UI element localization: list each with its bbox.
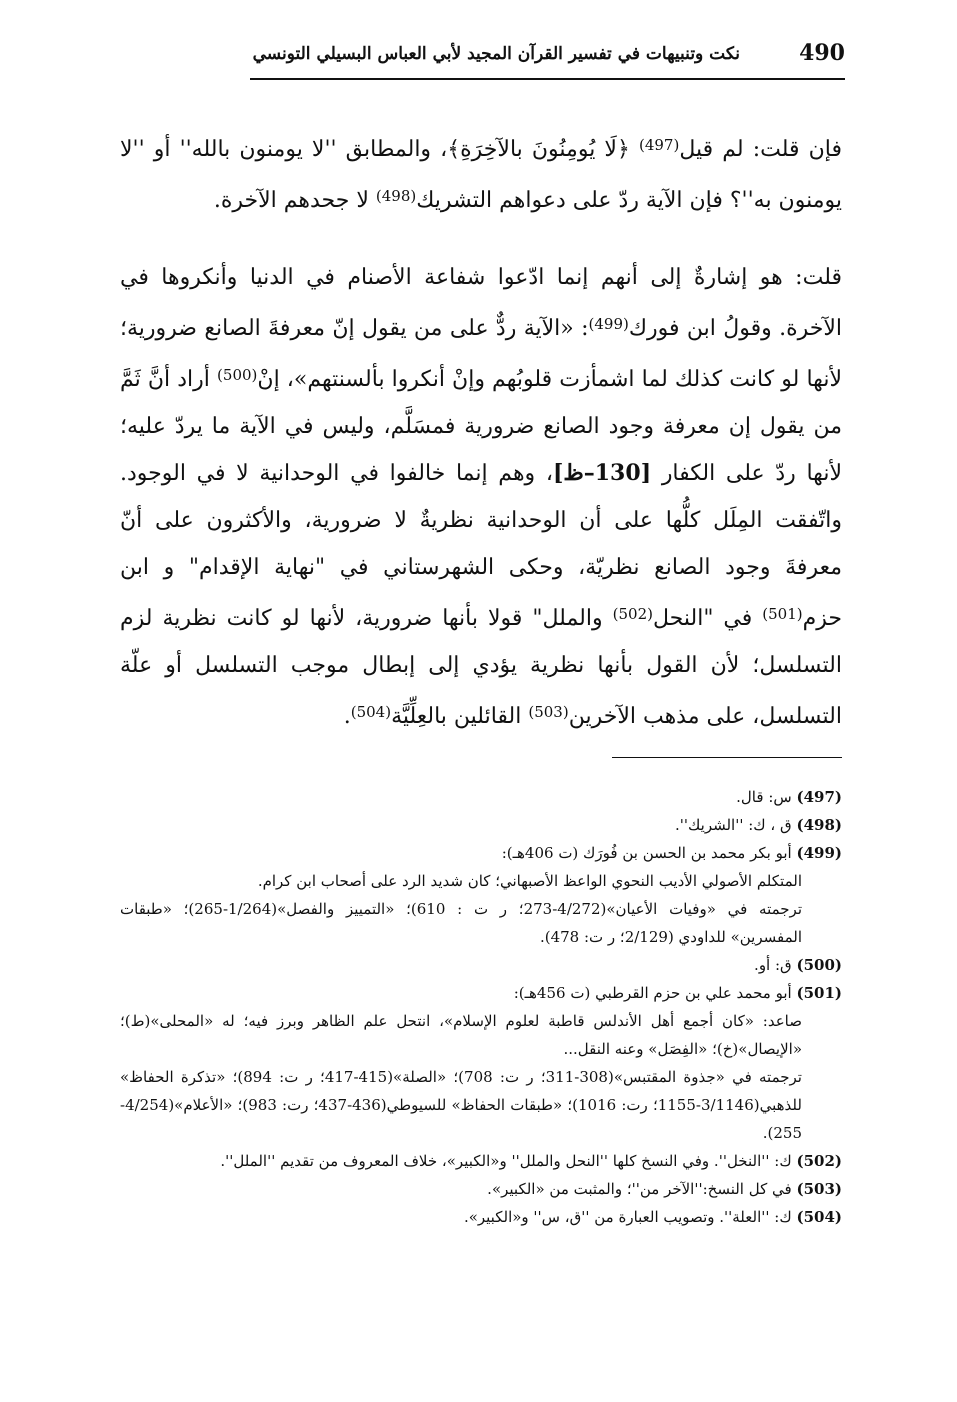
- footnote-504: [120, 1203, 842, 1231]
- footnote-number: (497): [796, 788, 842, 806]
- text-run: ﴿لَا يُومِنُونَ بالآخِرَةِ﴾، والمطابق ''لا يومنون بالله'' أو ''لا يومنون به''؟ فإن الآية ردّ على دعواهم التشريك: [120, 137, 842, 213]
- paragraph-question: [120, 122, 842, 224]
- footnote-503: [120, 1175, 842, 1203]
- footnote-separator: [612, 757, 842, 758]
- footnote-reference: (502): [612, 605, 653, 623]
- footnote-number: (502): [796, 1152, 842, 1170]
- footnote-text: ق: أو.: [754, 956, 792, 974]
- footnote-500: [120, 951, 842, 979]
- footnote-reference: (501): [762, 605, 803, 623]
- footnote-reference: (500): [217, 366, 258, 384]
- footnote-text: أبو محمد علي بن حزم القرطبي (ت 456هـ):: [513, 984, 792, 1002]
- footnote-text: صاعد: «كان أجمع أهل الأندلس قاطبة لعلوم الإسلام»، انتحل علم الظاهر وبرز فيه؛ له «المحلى»(ط)؛ «الإيصال»(خ)؛ «الفِصَل» وعنه النقل...: [120, 1012, 802, 1058]
- footnote-text: ق ، ك: ''الشريك''.: [675, 816, 792, 834]
- text-run: في "النحل: [653, 606, 753, 631]
- footnote-reference: (498): [375, 187, 417, 205]
- text-run: لا جحدهم الآخرة.: [213, 188, 369, 213]
- footnote-number: (504): [796, 1208, 842, 1226]
- footnote-502: [120, 1147, 842, 1175]
- footnote-498: [120, 811, 842, 839]
- footnote-497: [120, 783, 842, 811]
- footnote-number: (498): [796, 816, 842, 834]
- footnote-501: [120, 979, 842, 1147]
- footnote-reference: (503): [528, 703, 569, 721]
- running-title: نكت وتنبيهات في تفسير القرآن المجيد لأبي العباس البسيلي التونسي: [252, 44, 740, 64]
- text-run: والملل" قولا بأنها ضرورية، لأنها لو كانت نظرية لزم التسلسل؛ لأن القول بأنها نظرية يؤدي إلى إبطال موجب التسلسل أو علّة التسلسل، على مذهب الآخرين: [120, 606, 842, 729]
- footnotes: [120, 783, 842, 1231]
- text-run: .: [343, 704, 351, 729]
- folio-marker: [130–ظ]: [552, 460, 652, 486]
- page-number: 490: [799, 40, 845, 66]
- footnote-number: (499): [796, 844, 842, 862]
- footnote-text: ترجمته في «وفيات الأعيان»(4/272-273؛ ر ت : 610)؛ «التمييز والفصل»(1/264-265)؛ «طبقات المفسرين» للداودي (2/129؛ ر ت: 478).: [120, 900, 802, 946]
- footnote-text: في كل النسخ:''الآخر من''؛ والمثبت من «الكبير».: [487, 1180, 792, 1198]
- footnote-text: ك: ''العلة''. وتصويب العبارة من ''ق، س'' و«الكبير».: [463, 1208, 792, 1226]
- footnote-text: ترجمته في «جذوة المقتبس»(308-311؛ ر ت: 708)؛ «الصلة»(415-417؛ ر ت: 894)؛ «تذكرة الحفاظ» للذهبي(3/1146-1155؛ رت: 1016)؛ «طبقات الحفاظ» للسيوطي(436-437؛ رت: 983)؛ «الأعلام»(4/254-255).: [120, 1068, 802, 1142]
- text-run: فإن قلت: لم قيل: [679, 137, 842, 162]
- text-run: أراد أنَّ ثَمَّ من يقول إن معرفة وجود الصانع ضرورية فمسَلَّم، وليس في الآية ما يردّ عليه؛ لأنها ردّ على الكفار: [120, 367, 842, 486]
- footnote-number: (503): [796, 1180, 842, 1198]
- text-run: : «الآية ردٌّ على من يقول إنّ معرفةَ الصانع ضرورية؛ لأنها لو كانت كذلك لما اشمأزت قلوبُهم وإنْ أنكروا بألسنتهم»، إنْ: [120, 316, 842, 392]
- text-run: القائلين بالعِلِّيَّة: [391, 704, 522, 729]
- footnote-text: س: قال.: [736, 788, 792, 806]
- footnote-499: [120, 839, 842, 951]
- footnote-text: المتكلم الأصولي الأديب النحوي الواعظ الأصبهاني؛ كان شديد الرد على أصحاب ابن كرام.: [257, 872, 802, 890]
- text-run: قلت: هو إشارةٌ إلى أنهم إنما ادّعوا شفاعة الأصنام في الدنيا وأنكروها في الآخرة. وقولُ ابن فورك: [120, 265, 842, 341]
- text-run: ، وهم إنما خالفوا في الوحدانية لا في الوجود. واتّفقت المِلَل كلُّها على أن الوحدانية نظريةٌ لا ضرورية، والأكثرون على أنّ معرفةَ وجود الصانع نظريّة، وحكى الشهرستاني في "نهاية الإقدام" و ابن حزم: [120, 461, 842, 631]
- footnote-text: ك: ''النخل''. وفي النسخ كلها ''النحل والملل'' و«الكبير»، خلاف المعروف من تقديم ''الملل''.: [220, 1152, 792, 1170]
- footnote-number: (500): [796, 956, 842, 974]
- footnote-reference: (504): [350, 703, 392, 721]
- footnote-number: (501): [796, 984, 842, 1002]
- paragraph-answer: [120, 254, 842, 740]
- page-header: [250, 38, 845, 80]
- footnote-reference: (497): [638, 136, 680, 154]
- footnote-reference: (499): [588, 315, 629, 333]
- main-text: [120, 122, 842, 740]
- footnote-text: أبو بكر محمد بن الحسن بن فُورَك (ت 406هـ):: [501, 844, 792, 862]
